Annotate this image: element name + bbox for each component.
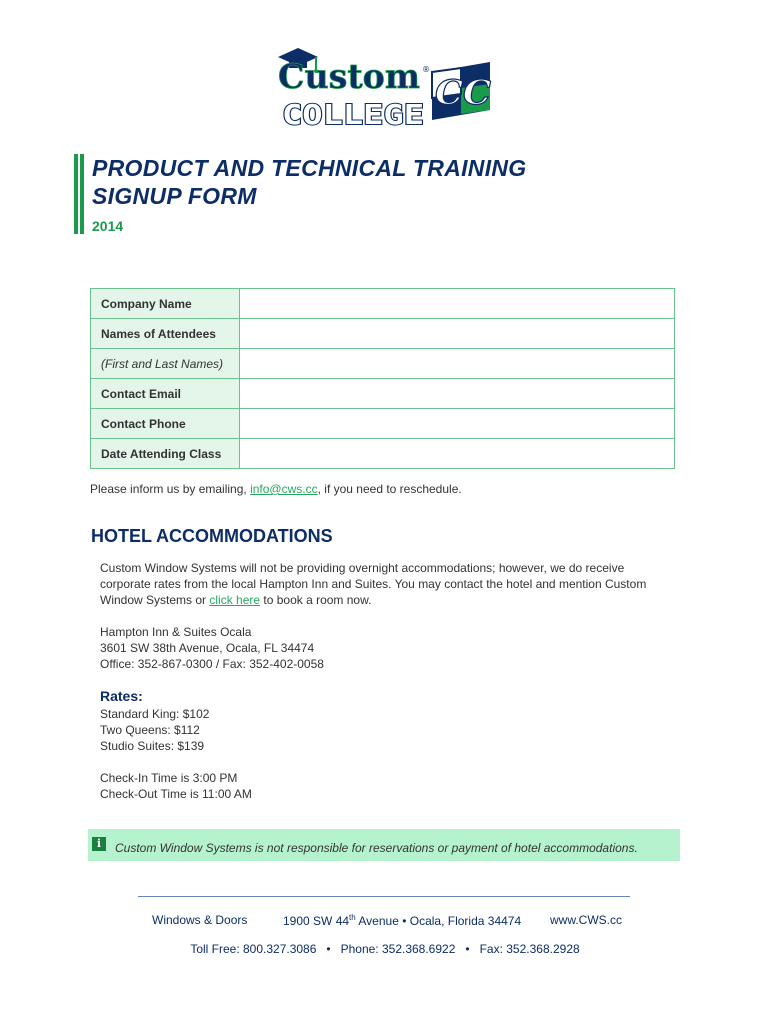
footer-address-number: 1900 SW 44: [283, 914, 350, 928]
cc-emblem-icon: [432, 62, 491, 120]
footer-contact-line: Toll Free: 800.327.3086 • Phone: 352.368.6922 • Fax: 352.368.2928: [190, 942, 580, 956]
attendees-label: Names of Attendees: [91, 319, 240, 349]
reschedule-text-after: , if you need to reschedule.: [317, 482, 462, 496]
company-name-input[interactable]: [250, 291, 664, 317]
email-link[interactable]: info@cws.cc: [250, 482, 318, 496]
logo-wordmark: Custom: [278, 57, 421, 97]
contact-email-label: Contact Email: [91, 379, 240, 409]
attendees-sublabel-cell: [91, 349, 240, 379]
title-line-2: SIGNUP FORM: [92, 183, 257, 209]
rate-item: Standard King: $102: [100, 707, 210, 721]
table-row: [91, 289, 675, 319]
rates-heading: Rates:: [100, 688, 143, 704]
booking-link[interactable]: click here: [209, 593, 261, 607]
hotel-name: Hampton Inn & Suites Ocala: [100, 625, 252, 639]
rate-item: Studio Suites: $139: [100, 739, 205, 753]
disclaimer-text: Custom Window Systems is not responsible for reservations or payment of hotel accommodations.: [115, 841, 638, 855]
checkin-time: Check-In Time is 3:00 PM: [100, 771, 238, 785]
date-attending-input[interactable]: [250, 441, 664, 467]
checkout-time: Check-Out Time is 11:00 AM: [100, 787, 252, 801]
table-row: [91, 349, 675, 379]
hotel-section: [100, 560, 675, 802]
footer-address-rest: Avenue • Ocala, Florida 34474: [355, 914, 522, 928]
contact-phone-cell: [240, 409, 675, 439]
footer-address: [283, 913, 521, 928]
table-row: [91, 319, 675, 349]
footer-website: www.CWS.cc: [550, 913, 622, 927]
hotel-address: 3601 SW 38th Avenue, Ocala, FL 34474: [100, 641, 315, 655]
attendee-cell-1: [240, 319, 675, 349]
hotel-intro-text: Custom Window Systems will not be providing overnight accommodations; however, we do receive corporate rates from the local Hampton Inn and Suites. You may contact the hotel and mention Custom Window Systems or: [100, 561, 647, 607]
contact-phone-label: Contact Phone: [91, 409, 240, 439]
rate-item: Two Queens: $112: [100, 723, 200, 737]
attendees-sublabel: (First and Last Names): [101, 356, 224, 371]
contact-email-cell: [240, 379, 675, 409]
title-accent-bars: [74, 154, 84, 234]
signup-form-table: [90, 288, 675, 469]
footer-divider: [138, 896, 630, 897]
company-name-cell: [240, 289, 675, 319]
hotel-heading: HOTEL ACCOMMODATIONS: [91, 526, 333, 546]
hotel-phones: Office: 352-867-0300 / Fax: 352-402-0058: [100, 657, 324, 671]
contact-phone-input[interactable]: [250, 411, 664, 437]
hotel-intro-text-end: to book a room now.: [260, 593, 372, 607]
logo-registered-mark: ®: [422, 65, 430, 74]
reschedule-notice: [90, 482, 462, 496]
table-row: [91, 409, 675, 439]
table-row: [91, 439, 675, 469]
footer-windows-doors: Windows & Doors: [152, 913, 248, 927]
date-attending-label: Date Attending Class: [91, 439, 240, 469]
company-name-label: Company Name: [91, 289, 240, 319]
logo-college-text: COLLEGE: [282, 98, 424, 130]
attendee-input-1[interactable]: [250, 321, 664, 347]
title-line-1: PRODUCT AND TECHNICAL TRAINING: [92, 155, 527, 181]
page-title: [92, 154, 692, 210]
contact-email-input[interactable]: [250, 381, 664, 407]
reschedule-text-before: Please inform us by emailing,: [90, 482, 251, 496]
footer-address-superscript: th: [349, 913, 356, 922]
attendee-input-2[interactable]: [250, 351, 664, 377]
disclaimer-note: [88, 829, 680, 861]
info-icon: i: [92, 837, 106, 851]
hotel-intro: [100, 560, 675, 608]
date-attending-cell: [240, 439, 675, 469]
table-row: [91, 379, 675, 409]
attendee-cell-2: [240, 349, 675, 379]
custom-college-logo: [272, 44, 500, 130]
document-year: 2014: [92, 218, 124, 234]
emblem-letters: CC: [435, 73, 491, 113]
